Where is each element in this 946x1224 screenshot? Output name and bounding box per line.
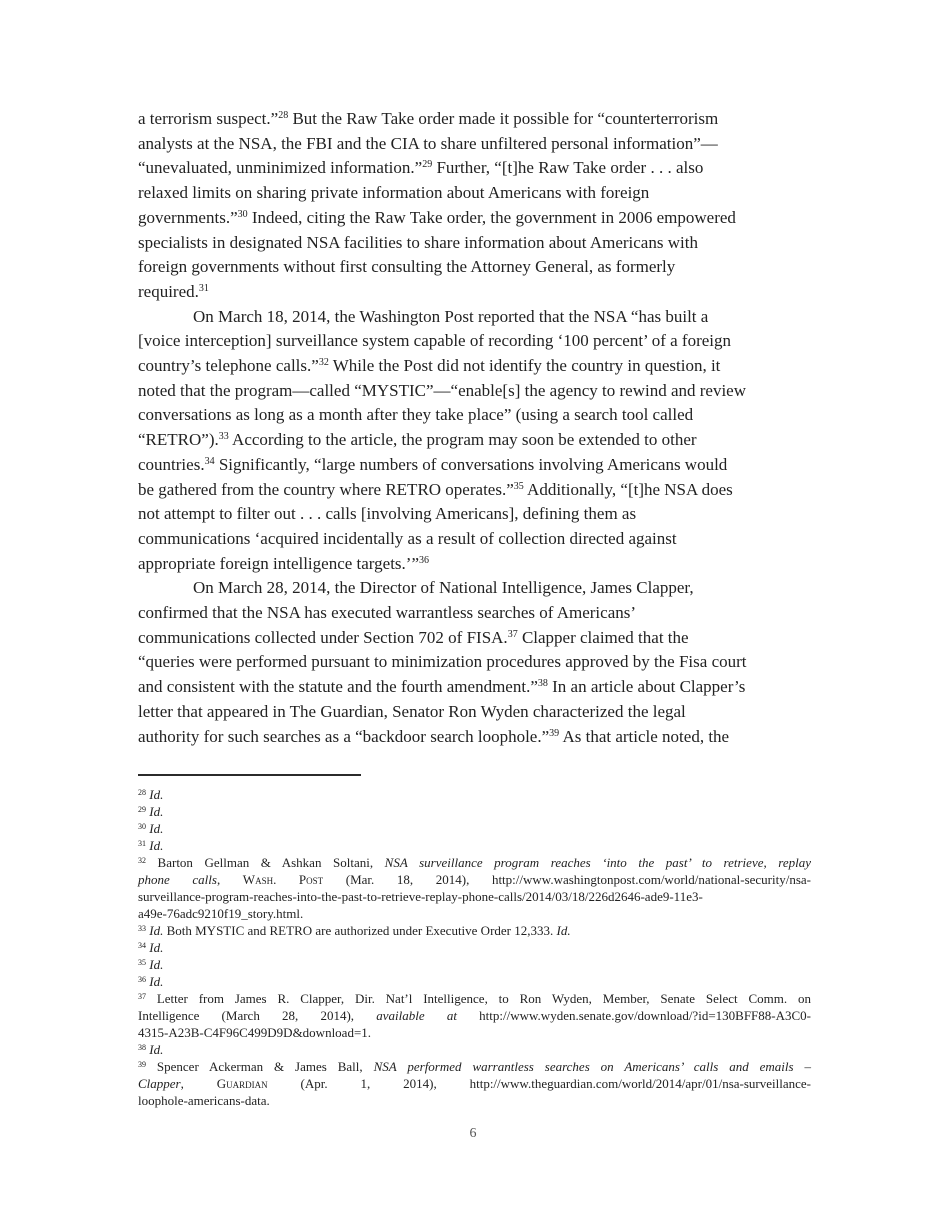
footnote-ref: 28 bbox=[278, 110, 289, 121]
footnote-line: $^{38}$ Id. bbox=[138, 1042, 164, 1057]
footnote-ref: 38 bbox=[138, 1043, 146, 1052]
footnote-separator bbox=[138, 774, 361, 776]
text-line: On March 18, 2014, the Washington Post reported that the NSA “has built a bbox=[193, 306, 709, 326]
footnote-line: 4315-A23B-C4F96C499D9D&download=1. bbox=[138, 1025, 372, 1040]
text-line: communications ‘acquired incidentally as a result of collection directed against bbox=[138, 528, 677, 548]
text-line: letter that appeared in The Guardian, Senator Ron Wyden characterized the legal bbox=[138, 701, 686, 721]
footnote-32 bbox=[138, 854, 811, 922]
footnote-line: Clapper, Guardian (Apr. 1, 2014), http://www.theguardian.com/world/2014/apr/01/nsa-surveillance- bbox=[138, 1076, 812, 1091]
footnote-line: $^{29}$ Id. bbox=[138, 804, 164, 819]
text-line: country’s telephone calls.”$^{32}$ While the Post did not identify the country in question, it bbox=[138, 356, 721, 376]
footnote-ref: 37 bbox=[507, 628, 518, 640]
footnote-line: a49e-76adc9210f19_story.html. bbox=[138, 906, 304, 921]
text-line: required.$^{31}$ bbox=[138, 281, 209, 301]
footnote-line: $^{35}$ Id. bbox=[138, 957, 164, 972]
text-line: countries.$^{34}$ Significantly, “large numbers of conversations involving Americans would bbox=[138, 454, 728, 474]
footnote-ref: 31 bbox=[198, 282, 209, 294]
paragraph bbox=[138, 576, 814, 749]
footnote-ref: 33 bbox=[218, 431, 229, 443]
footnotes bbox=[138, 786, 811, 1109]
footnote-line: $^{31}$ Id. bbox=[138, 838, 164, 853]
footnote-34 bbox=[138, 939, 811, 956]
body-text bbox=[138, 107, 814, 749]
text-line: analysts at the NSA, the FBI and the CIA to share unfiltered personal information”— bbox=[138, 133, 718, 153]
footnote-line: $^{37}$ Letter from James R. Clapper, Dir. Nat’l Intelligence, to Ron Wyden, Member, Senate Select Comm. on bbox=[138, 991, 811, 1006]
footnote-39 bbox=[138, 1058, 811, 1109]
text-line: governments.”$^{30}$ Indeed, citing the Raw Take order, the government in 2006 empowered bbox=[138, 207, 736, 227]
footnote-ref: 29 bbox=[138, 805, 146, 814]
footnote-33 bbox=[138, 922, 811, 939]
footnote-line: $^{32}$ Barton Gellman & Ashkan Soltani, NSA surveillance program reaches ‘into the past’ to retrieve, replay bbox=[138, 855, 812, 870]
footnote-38 bbox=[138, 1041, 811, 1058]
footnote-36 bbox=[138, 973, 811, 990]
footnote-ref: 37 bbox=[138, 992, 146, 1001]
footnote-ref: 36 bbox=[138, 975, 146, 984]
text-line: “queries were performed pursuant to minimization procedures approved by the Fisa court bbox=[138, 652, 747, 672]
text-line: be gathered from the country where RETRO operates.”$^{35}$ Additionally, “[t]he NSA does bbox=[138, 479, 733, 499]
footnote-ref: 35 bbox=[513, 480, 524, 492]
footnote-37 bbox=[138, 990, 811, 1041]
footnote-ref: 36 bbox=[419, 554, 430, 566]
footnote-ref: 38 bbox=[537, 678, 548, 690]
footnote-line: $^{30}$ Id. bbox=[138, 821, 164, 836]
text-line: appropriate foreign intelligence targets.’”$^{36}$ bbox=[138, 553, 430, 573]
footnote-line: surveillance-program-reaches-into-the-past-to-retrieve-replay-phone-calls/2014/03/18/226d2646-ade9-11e3- bbox=[138, 889, 703, 904]
text-line: noted that the program—called “MYSTIC”—“enable[s] the agency to rewind and review bbox=[138, 380, 746, 400]
footnote-ref: 29 bbox=[422, 159, 433, 171]
footnote-ref: 39 bbox=[549, 727, 560, 739]
footnote-ref: 39 bbox=[138, 1060, 146, 1069]
text-line: not attempt to filter out . . . calls [involving Americans], defining them as bbox=[138, 504, 637, 524]
footnote-ref: 32 bbox=[138, 856, 146, 865]
paragraph bbox=[138, 305, 814, 577]
text-line: “RETRO”).$^{33}$ According to the article, the program may soon be extended to other bbox=[138, 430, 697, 450]
text-line: a terrorism suspect.”$^{28}$ But the Raw Take order made it possible for “counterterrorism bbox=[138, 109, 719, 128]
text-line: foreign governments without first consulting the Attorney General, as formerly bbox=[138, 257, 676, 277]
footnote-31 bbox=[138, 837, 811, 854]
text-line: [voice interception] surveillance system capable of recording ‘100 percent’ of a foreign bbox=[138, 331, 732, 351]
text-line: conversations as long as a month after they take place” (using a search tool called bbox=[138, 405, 694, 425]
footnote-ref: 35 bbox=[138, 958, 146, 967]
footnote-35 bbox=[138, 956, 811, 973]
footnote-line: $^{33}$ Id. Both MYSTIC and RETRO are authorized under Executive Order 12,333. Id. bbox=[138, 923, 571, 938]
footnote-ref: 34 bbox=[138, 941, 146, 950]
footnote-ref: 31 bbox=[138, 839, 146, 848]
footnote-ref: 28 bbox=[138, 788, 146, 797]
footnote-ref: 33 bbox=[138, 924, 146, 933]
footnote-ref: 34 bbox=[204, 455, 215, 467]
footnote-29 bbox=[138, 803, 811, 820]
text-line: and consistent with the statute and the fourth amendment.”$^{38}$ In an article about Clapper’s bbox=[138, 677, 746, 697]
footnote-line: $^{28}$ Id. bbox=[138, 787, 164, 802]
footnote-ref: 30 bbox=[138, 822, 146, 831]
footnote-line: $^{36}$ Id. bbox=[138, 974, 164, 989]
paragraph bbox=[138, 107, 814, 305]
text-line: relaxed limits on sharing private information about Americans with foreign bbox=[138, 183, 650, 203]
footnote-line: phone calls, Wash. Post (Mar. 18, 2014), http://www.washingtonpost.com/world/national-security/nsa- bbox=[138, 872, 812, 887]
text-line: communications collected under Section 702 of FISA.$^{37}$ Clapper claimed that the bbox=[138, 627, 689, 647]
text-line: “unevaluated, unminimized information.”$^{29}$ Further, “[t]he Raw Take order . . . also bbox=[138, 158, 704, 178]
footnote-line: Intelligence (March 28, 2014), available at http://www.wyden.senate.gov/download/?id=130BFF88-A3C0- bbox=[138, 1008, 811, 1023]
text-line: confirmed that the NSA has executed warrantless searches of Americans’ bbox=[138, 603, 637, 623]
text-line: authority for such searches as a “backdoor search loophole.”$^{39}$ As that article noted, the bbox=[138, 726, 730, 746]
footnote-line: $^{39}$ Spencer Ackerman & James Ball, NSA performed warrantless searches on Americans’ calls and emails – bbox=[138, 1059, 811, 1074]
text-line: specialists in designated NSA facilities to share information about Americans with bbox=[138, 232, 698, 252]
footnote-28 bbox=[138, 786, 811, 803]
text-line: On March 28, 2014, the Director of National Intelligence, James Clapper, bbox=[193, 578, 694, 598]
page-number: 6 bbox=[469, 1126, 477, 1141]
footnote-30 bbox=[138, 820, 811, 837]
footnote-line: $^{34}$ Id. bbox=[138, 940, 164, 955]
footnote-ref: 32 bbox=[318, 357, 329, 369]
footnote-line: loophole-americans-data. bbox=[138, 1093, 270, 1108]
footnote-ref: 30 bbox=[237, 208, 248, 220]
